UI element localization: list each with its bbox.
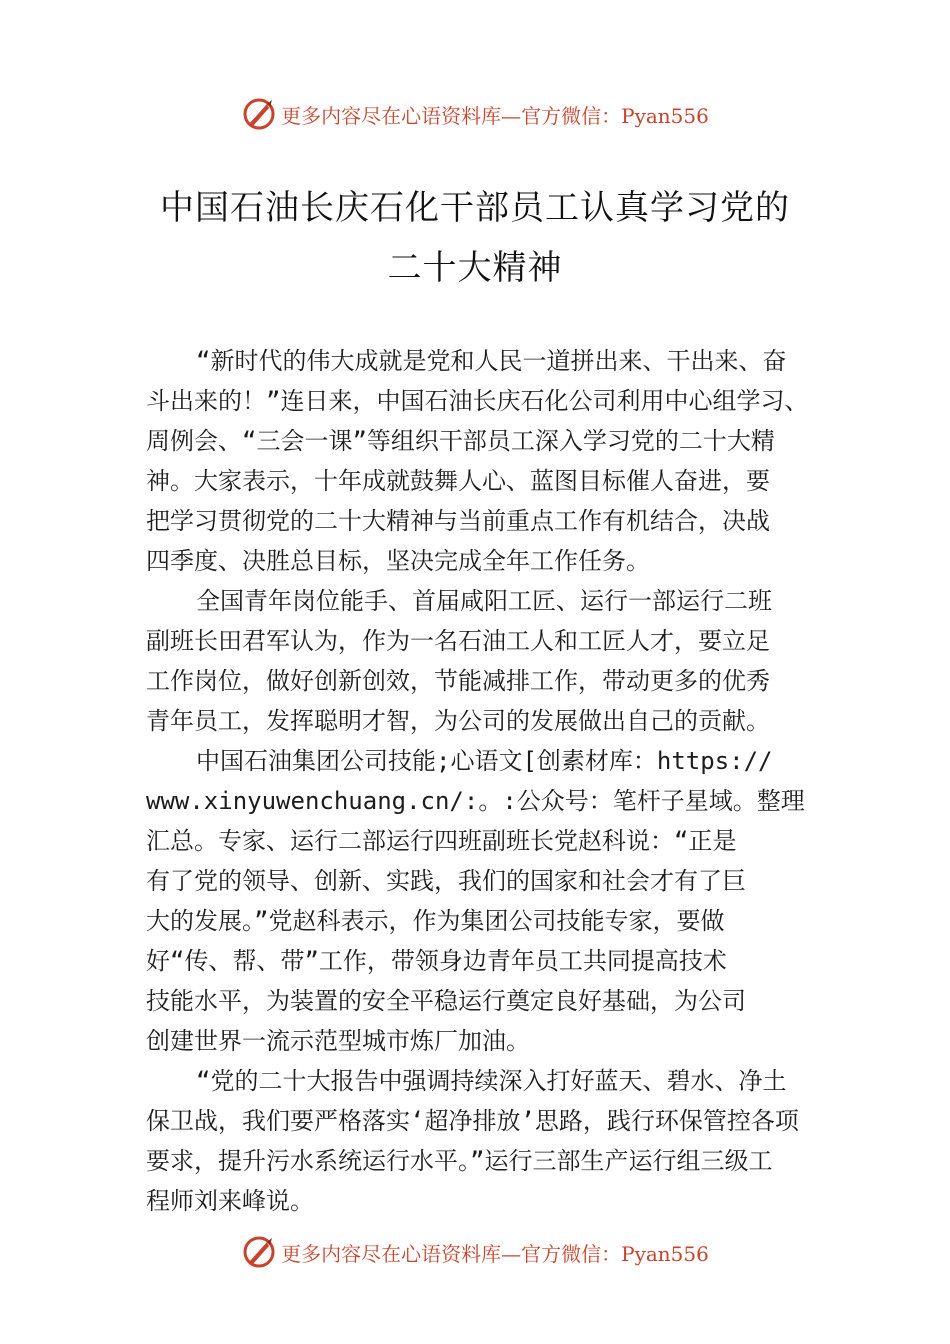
- quill-logo-icon: [241, 96, 277, 132]
- text-line: 要求，提升污水系统运行水平。”运行三部生产运行组三级工: [146, 1147, 773, 1175]
- text-line: 斗出来的！”连日来，中国石油长庆石化公司利用中心组学习、: [146, 387, 809, 415]
- text-line: 有了党的领导、创新、实践，我们的国家和社会才有了巨: [146, 867, 746, 895]
- page-title: [0, 178, 950, 298]
- text-line: 中国石油集团公司技能;心语文[创素材库：https://: [196, 747, 773, 775]
- text-line: 全国青年岗位能手、首届咸阳工匠、运行一部运行二班: [196, 587, 772, 615]
- text-line: 副班长田君军认为，作为一名石油工人和工匠人才，要立足: [146, 627, 770, 655]
- text-line: 程师刘来峰说。: [146, 1187, 314, 1215]
- text-line: 好“传、帮、带”工作，带领身边青年员工共同提高技术: [146, 947, 727, 975]
- footer-banner: [0, 1232, 950, 1272]
- text-line: “党的二十大报告中强调持续深入打好蓝天、碧水、净土: [196, 1067, 787, 1095]
- text-line: 大的发展。”党赵科表示，作为集团公司技能专家，要做: [146, 907, 725, 935]
- text-line: 青年员工，发挥聪明才智，为公司的发展做出自己的贡献。: [146, 707, 770, 735]
- text-line: 汇总。专家、运行二部运行四班副班长党赵科说：“正是: [146, 827, 737, 855]
- text-line: 四季度、决胜总目标，坚决完成全年工作任务。: [146, 547, 650, 575]
- quill-logo-icon: [241, 1234, 277, 1270]
- text-line: 技能水平，为装置的安全平稳运行奠定良好基础，为公司: [146, 987, 746, 1015]
- text-line: www.xinyuwenchuang.cn/:。:公众号：笔杆子星域。整理: [146, 787, 805, 815]
- text-line: 工作岗位，做好创新创效，节能减排工作，带动更多的优秀: [146, 667, 770, 695]
- text-line: 周例会、“三会一课”等组织干部员工深入学习党的二十大精: [146, 427, 775, 455]
- banner-text: 更多内容尽在心语资料库—官方微信：Pyan556: [281, 1241, 709, 1266]
- text-line: 神。大家表示，十年成就鼓舞人心、蓝图目标催人奋进，要: [146, 467, 770, 495]
- title-line-2: 二十大精神: [387, 248, 563, 288]
- title-line-1: 中国石油长庆石化干部员工认真学习党的: [160, 188, 790, 228]
- text-line: 把学习贯彻党的二十大精神与当前重点工作有机结合，决战: [146, 507, 770, 535]
- text-line: “新时代的伟大成就是党和人民一道拼出来、干出来、奋: [196, 347, 787, 375]
- header-banner: [0, 94, 950, 134]
- banner-text: 更多内容尽在心语资料库—官方微信：Pyan556: [281, 103, 709, 128]
- article-body: [146, 341, 818, 1221]
- text-line: 创建世界一流示范型城市炼厂加油。: [146, 1027, 530, 1055]
- text-line: 保卫战，我们要严格落实‘超净排放’思路，践行环保管控各项: [146, 1107, 799, 1135]
